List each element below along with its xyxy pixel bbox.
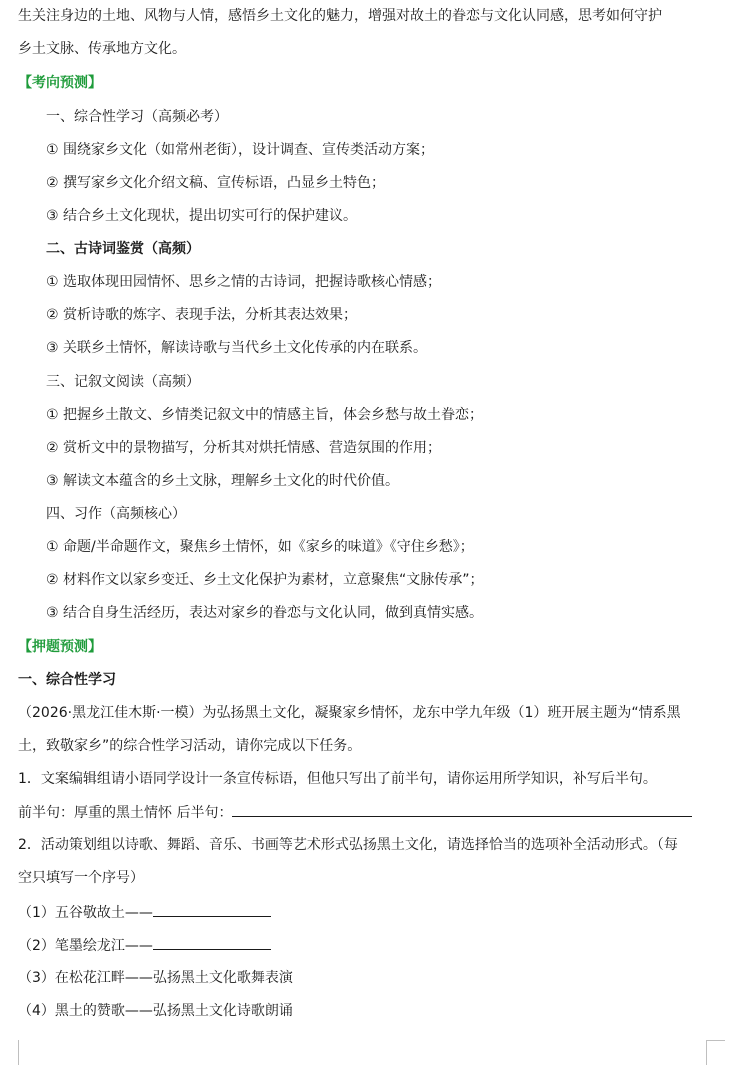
sub-item-3: （3）在松花江畔——弘扬黑土文化歌舞表演 [18, 970, 293, 986]
section-item: ③ 结合自身生活经历，表达对家乡的眷恋与文化认同，做到真情实感。 [46, 605, 483, 621]
section-item: ② 撰写家乡文化介绍文稿、宣传标语，凸显乡土特色； [46, 175, 385, 191]
section-item: ① 选取体现田园情怀、思乡之情的古诗词，把握诗歌核心情感； [46, 274, 441, 290]
section-item: ③ 关联乡土情怀，解读诗歌与当代乡土文化传承的内在联系。 [46, 340, 427, 356]
section-item: ③ 结合乡土文化现状，提出切实可行的保护建议。 [46, 208, 357, 224]
section-item: ③ 解读文本蕴含的乡土文脉，理解乡土文化的时代价值。 [46, 473, 399, 489]
sub-item-label: （2）笔墨绘龙江—— [18, 938, 153, 954]
predict-heading: 【押题预测】 [18, 639, 102, 655]
answer-blank[interactable] [232, 802, 692, 817]
page-corner-mark-right [706, 1040, 725, 1065]
intro-line-1: 生关注身边的土地、风物与人情，感悟乡土文化的魅力，增强对故土的眷恋与文化认同感，思考如何守护 [18, 8, 662, 24]
question-stem-line-1: （2026·黑龙江佳木斯·一模）为弘扬黑土文化，凝聚家乡情怀，龙东中学九年级（1）班开展主题为“情系黑 [18, 705, 681, 721]
intro-line-2: 乡土文脉、传承地方文化。 [18, 41, 186, 57]
question-2-line-1: 2．活动策划组以诗歌、舞蹈、音乐、书画等艺术形式弘扬黑土文化，请选择恰当的选项补全活动形式。（每 [18, 837, 678, 853]
sub-item-4: （4）黑土的赞歌——弘扬黑土文化诗歌朗诵 [18, 1003, 293, 1019]
section-title: 一、综合性学习（高频必考） [46, 109, 228, 125]
answer-prefix: 前半句：厚重的黑土情怀 后半句： [18, 805, 233, 821]
section-item: ② 赏析文中的景物描写，分析其对烘托情感、营造氛围的作用； [46, 440, 441, 456]
forecast-heading: 【考向预测】 [18, 75, 102, 91]
section-title: 二、古诗词鉴赏（高频） [46, 241, 200, 257]
section-item: ② 赏析诗歌的炼字、表现手法，分析其表达效果； [46, 307, 357, 323]
section-item: ② 材料作文以家乡变迁、乡土文化保护为素材，立意聚焦“文脉传承”； [46, 572, 484, 588]
question-stem-line-2: 土，致敬家乡”的综合性学习活动，请你完成以下任务。 [18, 738, 362, 754]
section-item: ① 围绕家乡文化（如常州老街），设计调查、宣传类活动方案； [46, 142, 434, 158]
answer-blank[interactable] [153, 935, 271, 950]
sub-item-2 [18, 935, 271, 956]
question-1: 1．文案编辑组请小语同学设计一条宣传标语，但他只写出了前半句，请你运用所学知识，补写后半句。 [18, 771, 657, 787]
section-item: ① 把握乡土散文、乡情类记叙文中的情感主旨，体会乡愁与故土眷恋； [46, 407, 483, 423]
sub-item-1 [18, 902, 271, 923]
page-corner-mark-left [18, 1040, 19, 1065]
question-1-answer-line [18, 802, 692, 823]
section-title: 三、记叙文阅读（高频） [46, 374, 200, 390]
question-2-line-2: 空只填写一个序号） [18, 870, 144, 886]
part-title: 一、综合性学习 [18, 672, 116, 688]
section-title: 四、习作（高频核心） [46, 506, 186, 522]
sub-item-label: （1）五谷敬故土—— [18, 905, 153, 921]
answer-blank[interactable] [153, 902, 271, 917]
section-item: ① 命题/半命题作文，聚焦乡土情怀，如《家乡的味道》《守住乡愁》； [46, 539, 474, 555]
